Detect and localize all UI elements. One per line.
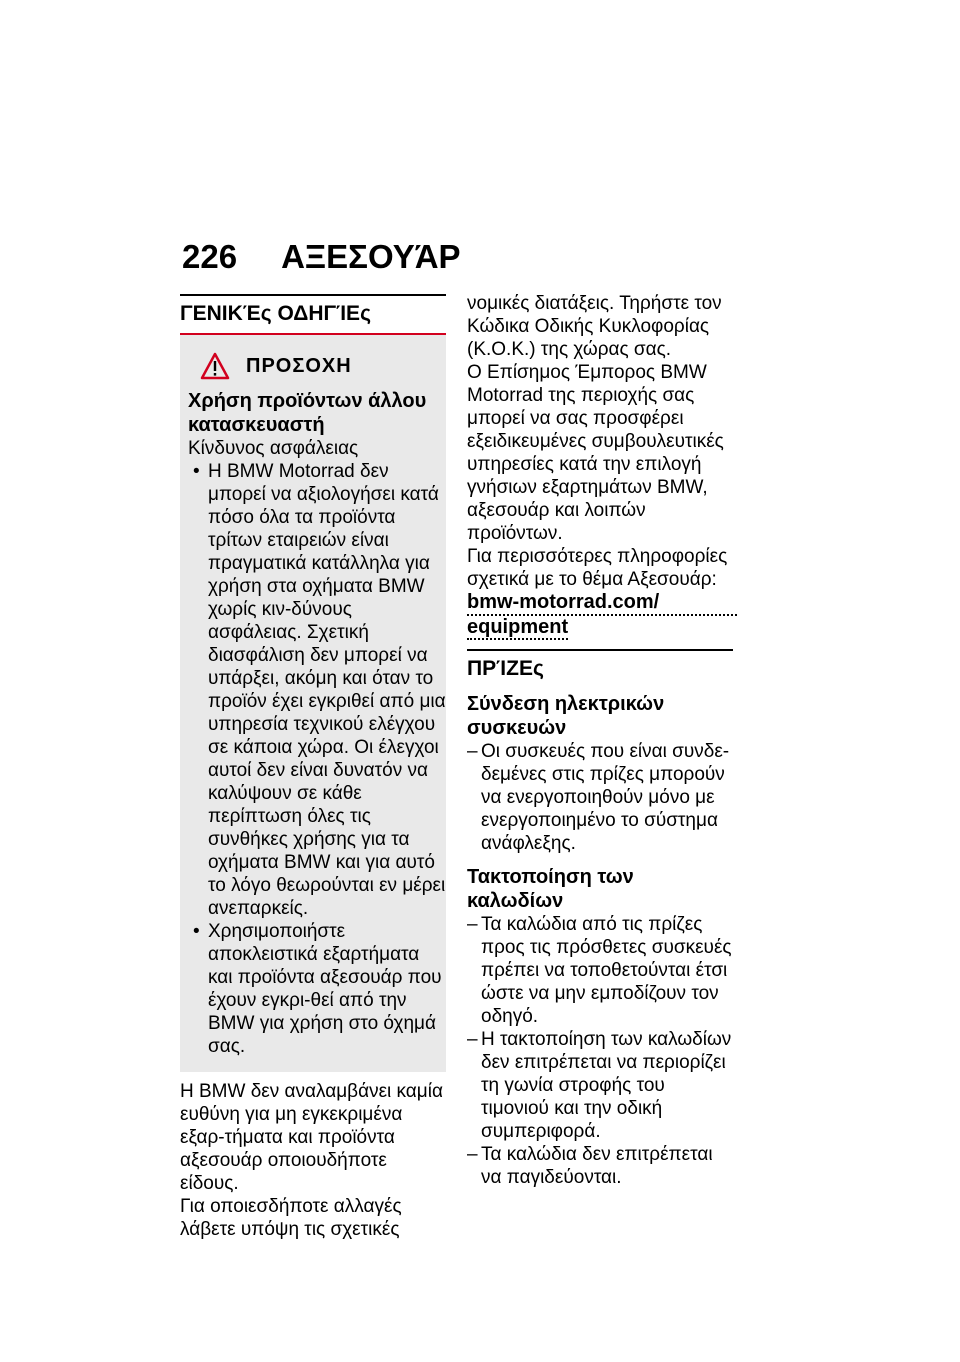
- list-item-text: Τα καλώδια από τις πρίζες προς τις πρόσθετες συσκευές πρέπει να τοποθετούνται έτσι ώστε να μην εμποδίζουν τον οδηγό.: [481, 914, 732, 1027]
- list-item-text: Η τακτοποίηση των καλωδίων δεν επιτρέπεται να περιορίζει τη γωνία στροφής του τιμονιού και την οδική συμπεριφορά.: [481, 1029, 732, 1142]
- body-paragraph: Ο Επίσημος Έμπορος BMW Motorrad της περιοχής σας μπορεί να σας προσφέρει εξειδικευμένες συμβουλευτικές υπηρεσίες κατά την επιλογή γνήσιων εξαρτημάτων BMW, αξεσουάρ και λοιπών προϊόντων.: [467, 362, 724, 544]
- link-text[interactable]: bmw-motorrad.com/: [467, 591, 737, 616]
- warning-bullet: • Χρησιμοποιήστε αποκλειστικά εξαρτήματα και προϊόντα αξεσουάρ που έχουν εγκρι-θεί από την BMW για χρήση στο όχημά σας.: [188, 920, 446, 1058]
- list-item: [467, 913, 733, 1028]
- subheading-connection: Σύνδεση ηλεκτρικών συσκευών: [467, 693, 665, 739]
- right-column: [467, 292, 733, 1189]
- list-item: [467, 740, 733, 855]
- left-column: [180, 294, 446, 1241]
- section-title-general: ΓΕΝΙΚΈς ΟΔΗΓΊΕς: [180, 294, 446, 327]
- dash-marker: –: [467, 1029, 478, 1050]
- body-paragraph: Η BMW δεν αναλαμβάνει καμία ευθύνη για μη εγκεκριμένα εξαρ-τήματα και προϊόντα αξεσουάρ οποιουδήποτε είδους.: [180, 1081, 443, 1194]
- list-item: [467, 1143, 733, 1189]
- section-title-sockets: ΠΡΊΖΕς: [467, 649, 733, 682]
- warning-subheading: Χρήση προϊόντων άλλου κατασκευαστή: [188, 390, 427, 436]
- warning-triangle-icon: [200, 352, 230, 380]
- list-item-text: Οι συσκευές που είναι συνδε-δεμένες στις πρίζες μπορούν να ενεργοποιηθούν μόνο με ενεργοποιημένο το σύστημα ανάφλεξης.: [481, 741, 730, 854]
- page-header: [182, 238, 461, 276]
- body-paragraph: νομικές διατάξεις. Τηρήστε τον Κώδικα Οδικής Κυκλοφορίας (Κ.Ο.Κ.) της χώρας σας.: [467, 293, 722, 360]
- subheading-cables: Τακτοποίηση των καλωδίων: [467, 866, 634, 912]
- body-paragraph: Για οποιεσδήποτε αλλαγές λάβετε υπόψη τις σχετικές: [180, 1196, 402, 1240]
- equipment-link[interactable]: [467, 591, 733, 639]
- warning-intro: Κίνδυνος ασφάλειας: [188, 438, 359, 459]
- warning-bullet: • Η BMW Motorrad δεν μπορεί να αξιολογήσει κατά πόσο όλα τα προϊόντα τρίτων εταιρειών είναι πραγματικά κατάλληλα για χρήση στα οχήματα BMW χωρίς κιν-δύνους ασφάλειας. Σχετική διασφάλιση δεν μπορεί να υπάρξει, ακόμη και όταν το προϊόν έχει εγκριθεί από μια υπηρεσία τεχνικού ελέγχου σε κάποια χώρα. Οι έλεγχοι αυτοί δεν είναι δυνατόν να καλύψουν σε κάθε περίπτωση όλες τις συνθήκες χρήσης για τα οχήματα BMW και για αυτό το λόγο θεωρούνται εν μέρει ανεπαρκείς.: [188, 460, 446, 920]
- link-text[interactable]: equipment: [467, 616, 569, 638]
- warning-box: [180, 335, 446, 1072]
- warning-title: ΠΡΟΣΟΧΗ: [246, 354, 352, 377]
- dash-marker: –: [467, 914, 478, 935]
- list-item-text: Τα καλώδια δεν επιτρέπεται να παγιδεύονται.: [481, 1144, 713, 1188]
- page-number: 226: [182, 238, 238, 275]
- list-item: [467, 1028, 733, 1143]
- body-paragraph: Για περισσότερες πληροφορίες σχετικά με το θέμα Αξεσουάρ:: [467, 546, 728, 590]
- dash-marker: –: [467, 741, 478, 762]
- dash-marker: –: [467, 1144, 478, 1165]
- warning-header: [200, 349, 446, 383]
- chapter-title: ΑΞΕΣΟΥΆΡ: [281, 238, 461, 275]
